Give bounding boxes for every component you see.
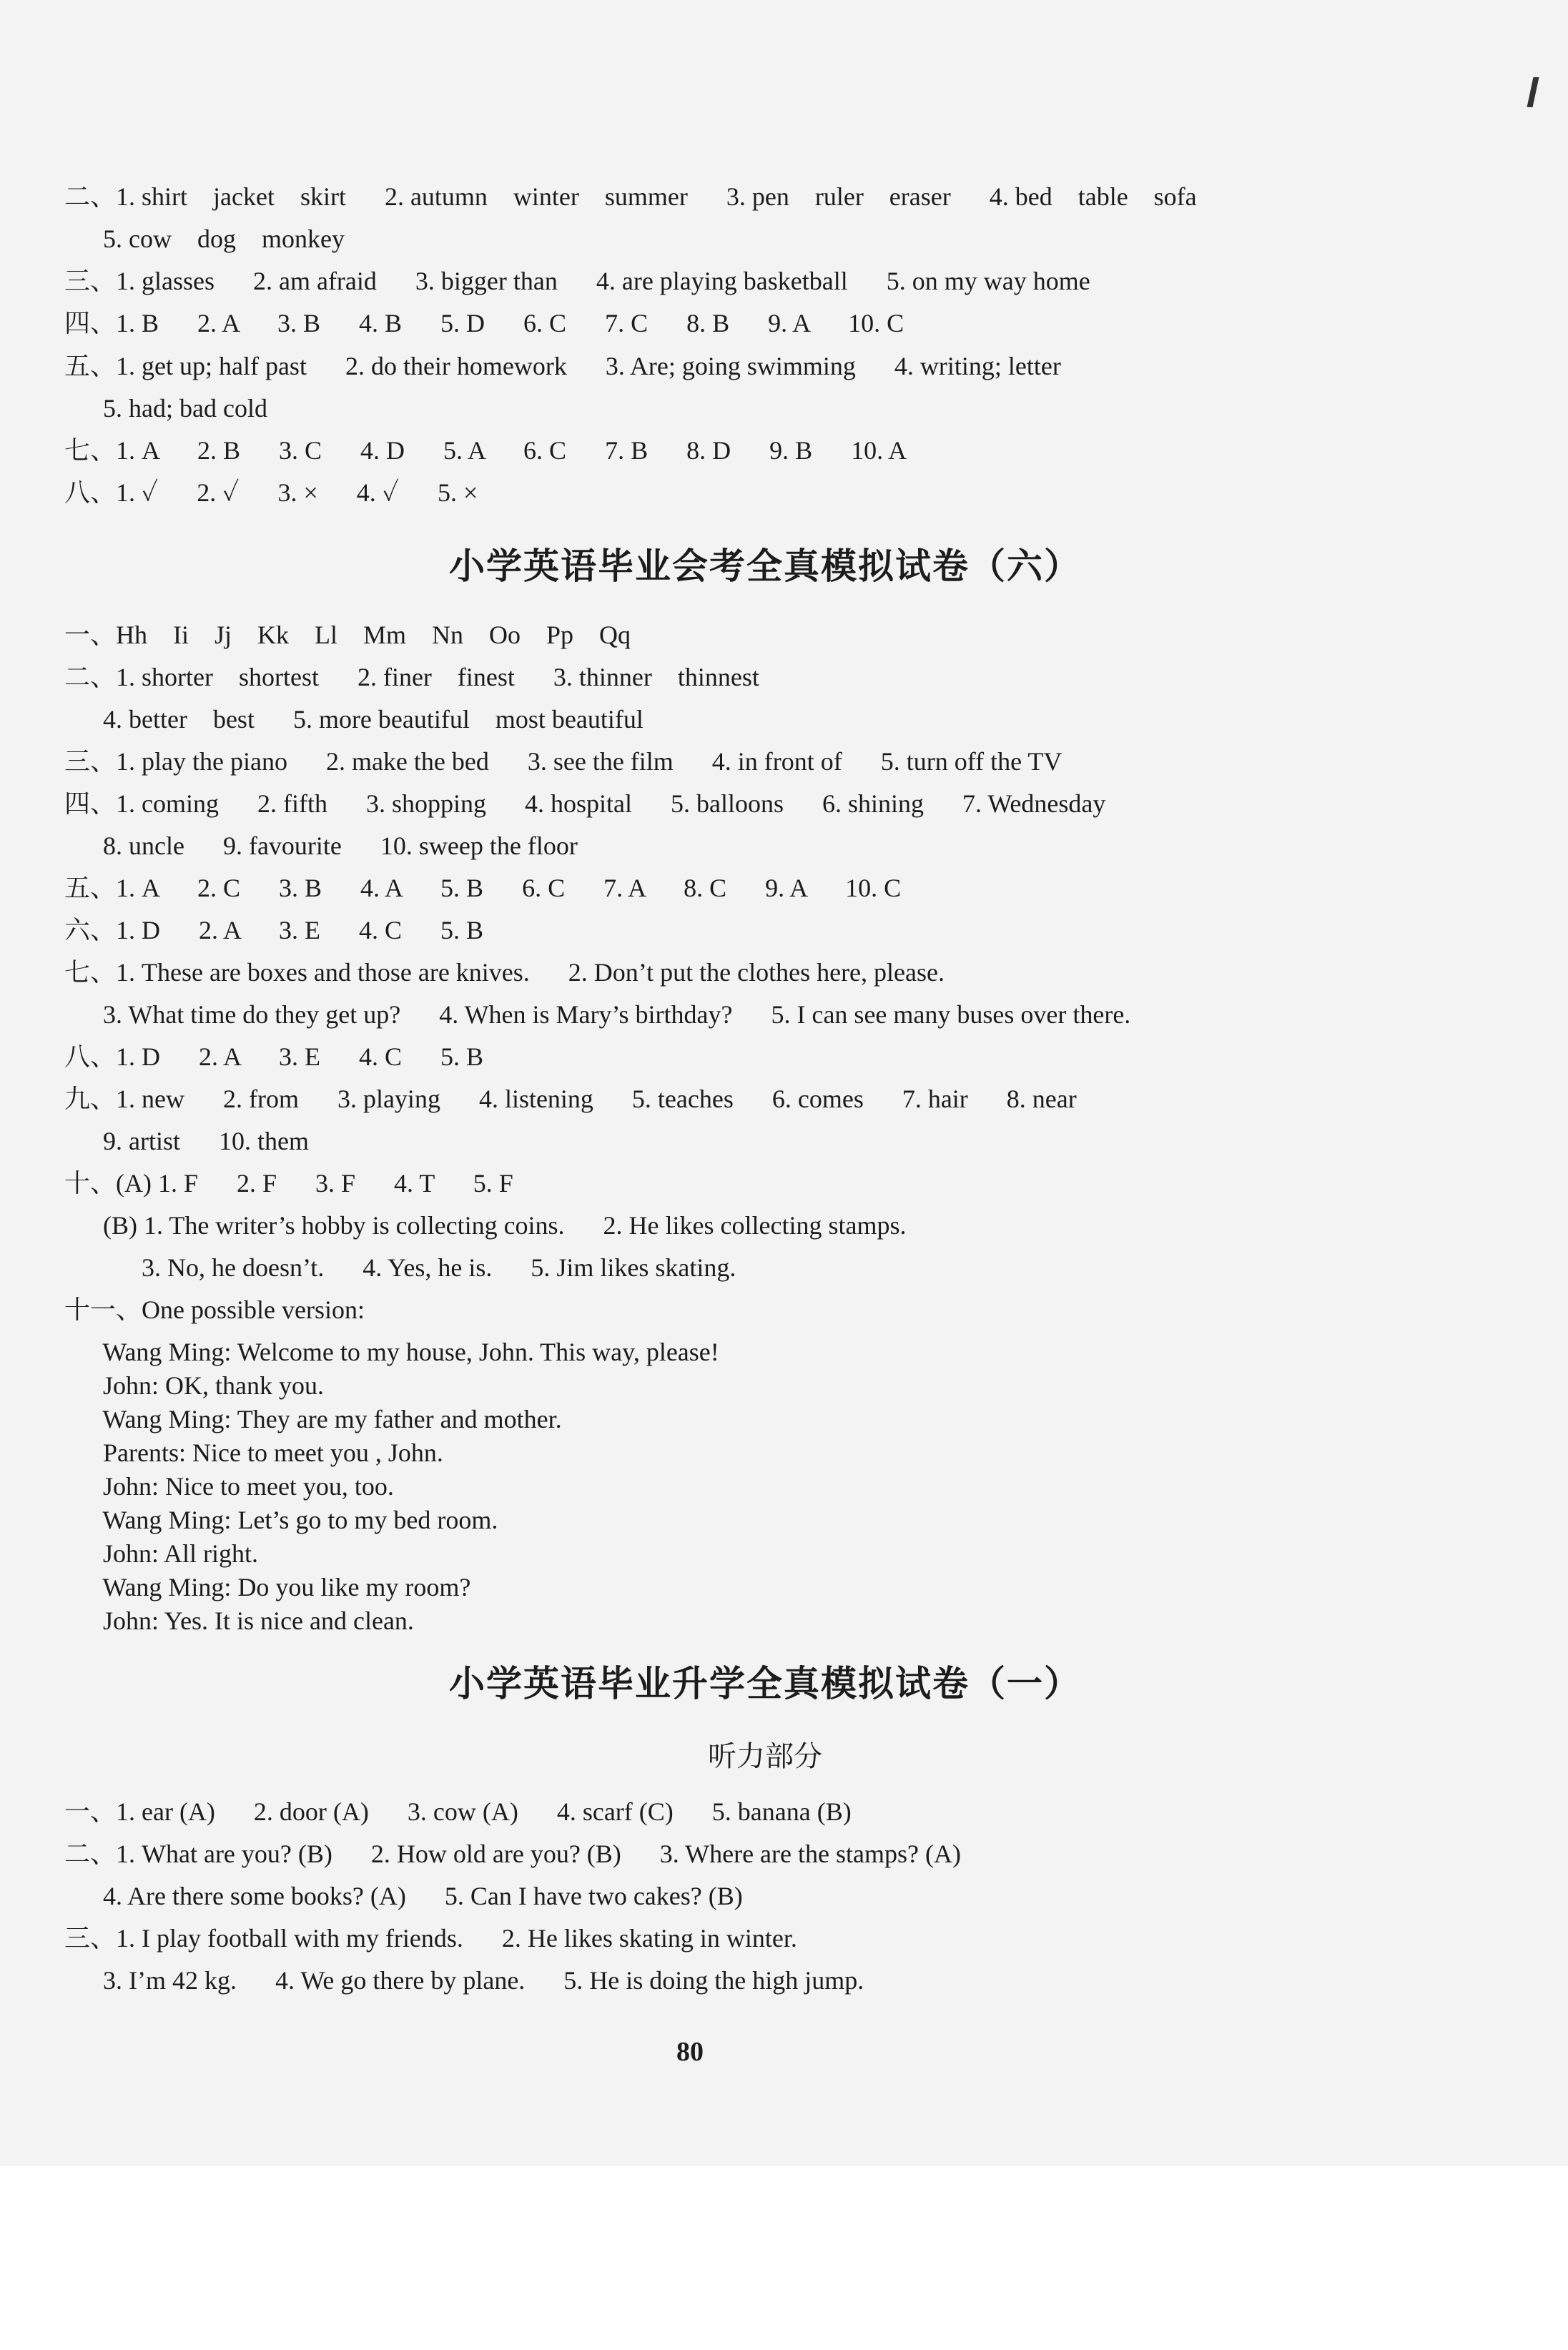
dialogue-line: Wang Ming: Welcome to my house, John. This way, please! — [64, 1338, 719, 1366]
answer-line: 四、1. coming 2. fifth 3. shopping 4. hospital 5. balloons 6. shining 7. Wednesday — [64, 789, 1106, 818]
answer-line: 5. cow dog monkey — [64, 224, 345, 253]
answer-line: 3. No, he doesn’t. 4. Yes, he is. 5. Jim likes skating. — [64, 1253, 736, 1282]
answer-line: 5. had; bad cold — [64, 394, 267, 423]
answer-line: 十、(A) 1. F 2. F 3. F 4. T 5. F — [64, 1169, 513, 1198]
answer-line: 二、1. What are you? (B) 2. How old are you? (B) 3. Where are the stamps? (A) — [64, 1840, 961, 1868]
answer-line: 八、1. D 2. A 3. E 4. C 5. B — [64, 1042, 484, 1071]
answer-line: 五、1. get up; half past 2. do their homework 3. Are; going swimming 4. writing; letter — [64, 352, 1061, 380]
corner-mark — [1527, 77, 1539, 107]
page-number: 80 — [676, 2037, 704, 2067]
dialogue-line: John: Nice to meet you, too. — [64, 1472, 394, 1501]
dialogue-line: John: OK, thank you. — [64, 1371, 324, 1400]
answer-line: 3. What time do they get up? 4. When is Mary’s birthday? 5. I can see many buses over there. — [64, 1000, 1131, 1029]
answer-line: (B) 1. The writer’s hobby is collecting coins. 2. He likes collecting stamps. — [64, 1211, 907, 1240]
answer-line: 4. better best 5. more beautiful most beautiful — [64, 705, 644, 734]
answer-line: 八、1. ✓ 2. ✓ 3. × 4. ✓ 5. × — [64, 478, 478, 507]
answer-line: 三、1. play the piano 2. make the bed 3. see the film 4. in front of 5. turn off the TV — [64, 747, 1062, 776]
answer-line: 五、1. A 2. C 3. B 4. A 5. B 6. C 7. A 8. C 9. A 10. C — [64, 874, 902, 902]
answer-line: 七、1. A 2. B 3. C 4. D 5. A 6. C 7. B 8. D 9. B 10. A — [64, 436, 907, 465]
dialogue-line: John: All right. — [64, 1539, 259, 1568]
answer-line: 六、1. D 2. A 3. E 4. C 5. B — [64, 916, 484, 944]
answer-line: 一、Hh Ii Jj Kk Ll Mm Nn Oo Pp Qq — [64, 621, 631, 649]
answer-line: 十一、One possible version: — [64, 1295, 365, 1324]
answer-line: 8. uncle 9. favourite 10. sweep the floor — [64, 831, 578, 860]
answer-line: 3. I’m 42 kg. 4. We go there by plane. 5. He is doing the high jump. — [64, 1966, 864, 1995]
dialogue-line: John: Yes. It is nice and clean. — [64, 1606, 414, 1635]
dialogue-line: Wang Ming: Let’s go to my bed room. — [64, 1506, 498, 1534]
section-title: 小学英语毕业升学全真模拟试卷（一） — [449, 1663, 1081, 1704]
answer-line: 七、1. These are boxes and those are knives. 2. Don’t put the clothes here, please. — [64, 958, 945, 987]
dialogue-line: Wang Ming: They are my father and mother. — [64, 1405, 562, 1433]
answer-line: 一、1. ear (A) 2. door (A) 3. cow (A) 4. scarf (C) 5. banana (B) — [64, 1797, 852, 1826]
dialogue-line: Parents: Nice to meet you , John. — [64, 1438, 443, 1467]
answer-line: 二、1. shorter shortest 2. finer finest 3. thinner thinnest — [64, 663, 759, 691]
answer-line: 9. artist 10. them — [64, 1127, 309, 1155]
answer-line: 4. Are there some books? (A) 5. Can I have two cakes? (B) — [64, 1882, 743, 1910]
dialogue-line: Wang Ming: Do you like my room? — [64, 1573, 471, 1601]
answer-line: 二、1. shirt jacket skirt 2. autumn winter summer 3. pen ruler eraser 4. bed table sofa — [64, 182, 1197, 211]
answer-line: 三、1. I play football with my friends. 2. He likes skating in winter. — [64, 1924, 797, 1952]
answer-line: 四、1. B 2. A 3. B 4. B 5. D 6. C 7. C 8. B 9. A 10. C — [64, 309, 904, 337]
section-title: 小学英语毕业会考全真模拟试卷（六） — [449, 545, 1081, 587]
answer-line: 三、1. glasses 2. am afraid 3. bigger than 4. are playing basketball 5. on my way home — [64, 267, 1090, 295]
section-subtitle: 听力部分 — [708, 1740, 822, 1773]
answer-line: 九、1. new 2. from 3. playing 4. listening 5. teaches 6. comes 7. hair 8. near — [64, 1085, 1077, 1113]
